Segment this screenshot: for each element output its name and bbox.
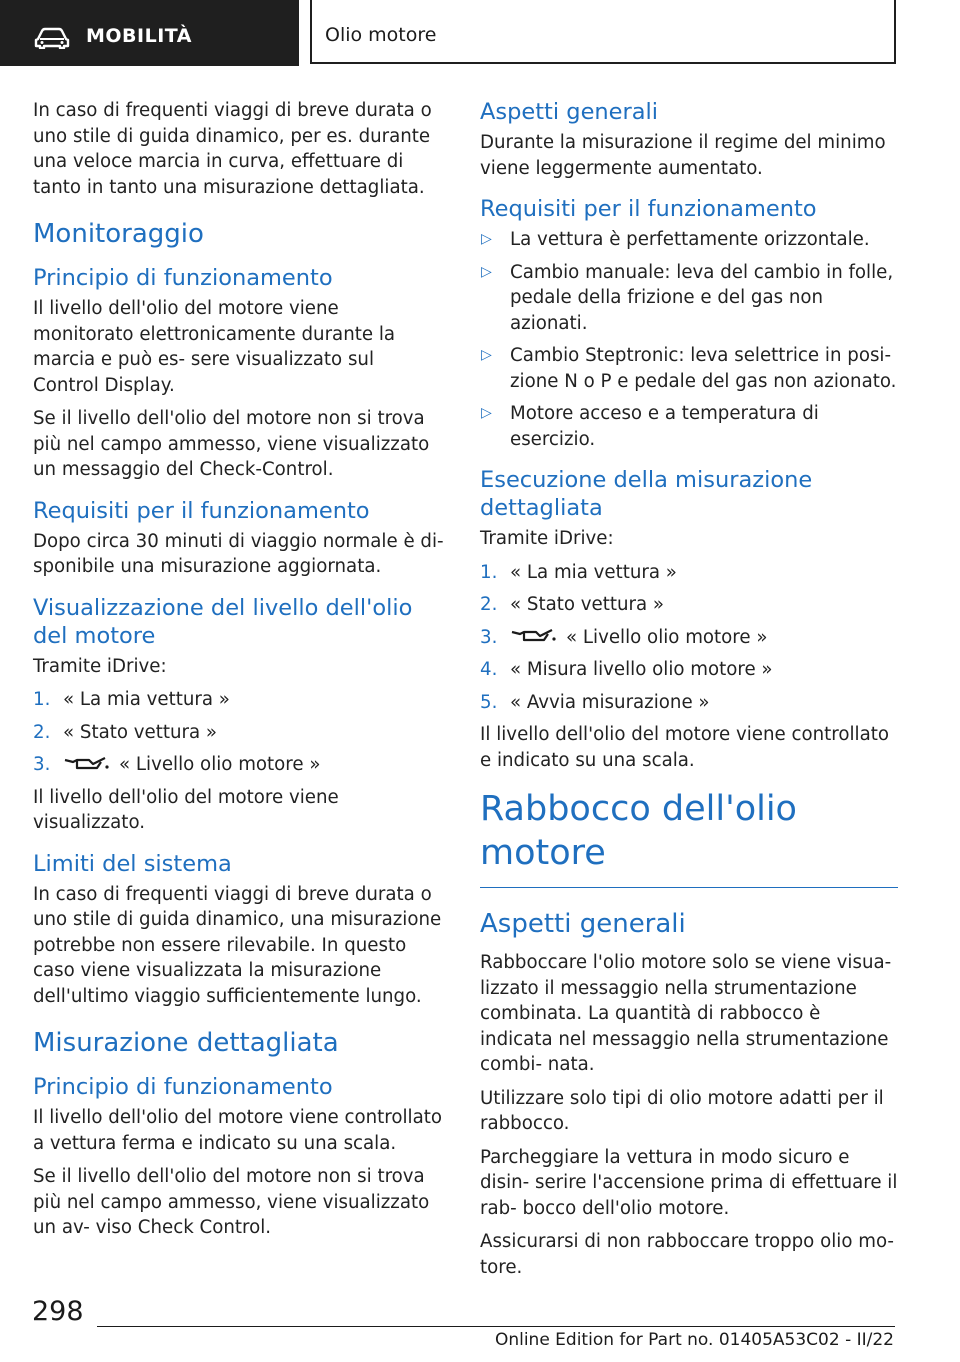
footer-divider xyxy=(97,1326,895,1327)
step-text: « Livello olio motore » xyxy=(119,754,321,775)
right-column xyxy=(480,98,898,1288)
paragraph: Il livello dell'olio del motore viene controllato a vettura ferma e indicato su una scala. xyxy=(33,1107,442,1154)
paragraph: Se il livello dell'olio del motore non si trova più nel campo ammesso, viene visualizzato un messaggio del Check-Control. xyxy=(33,408,430,480)
requirements-list xyxy=(480,227,898,452)
step-text: « Misura livello olio motore » xyxy=(510,659,773,680)
paragraph: Il livello dell'olio del motore viene controllato e indicato su una scala. xyxy=(480,724,889,771)
left-column xyxy=(33,98,445,1249)
list-item xyxy=(480,227,898,253)
paragraph: Rabboccare l'olio motore solo se viene visua- lizzato il messaggio nella strumentazione combinata. La quantità di rabbocco è indicata nel messaggio nella strumentazione combi- nata. xyxy=(480,952,892,1075)
step-text: « La mia vettura » xyxy=(510,561,677,583)
list-item xyxy=(480,560,898,586)
steps-list-visualizzazione xyxy=(33,687,445,778)
item-text: Motore acceso e a temperatura di esercizio. xyxy=(510,403,819,450)
list-item xyxy=(480,592,898,618)
heading-monitoraggio: Monitoraggio xyxy=(33,219,204,249)
heading-limiti: Limiti del sistema xyxy=(33,850,232,877)
paragraph: Parcheggiare la vettura in modo sicuro e disin- serire l'accensione prima di effettuare il rab- bocco dell'olio motore. xyxy=(480,1146,898,1219)
triangle-bullet-icon: ▷ xyxy=(481,231,492,247)
heading-aspetti-generali: Aspetti generali xyxy=(480,99,659,125)
step-number: 1. xyxy=(480,561,498,583)
section-tab xyxy=(0,0,299,66)
item-text: Cambio Steptronic: leva selettrice in posi- zione N o P e pedale del gas non azionato. xyxy=(510,345,897,392)
step-number: 5. xyxy=(480,691,498,713)
heading-esecuzione: Esecuzione della misurazione dettagliata xyxy=(480,467,813,521)
step-text: « Livello olio motore » xyxy=(566,626,768,648)
list-item xyxy=(480,343,898,394)
oil-can-icon xyxy=(510,627,556,645)
step-number: 3. xyxy=(33,754,51,775)
list-item xyxy=(480,657,898,683)
step-number: 2. xyxy=(480,594,498,615)
section-label: MOBILITÀ xyxy=(86,25,192,47)
heading-rabbocco: Rabbocco dell'olio motore xyxy=(480,787,898,888)
heading-requisiti: Requisiti per il funzionamento xyxy=(480,196,817,222)
paragraph: Assicurarsi di non rabboccare troppo olio mo- tore. xyxy=(480,1231,894,1278)
edition-label: Online Edition for Part no. 01405A53C02 - II/22 xyxy=(494,1330,894,1350)
heading-principio-monitoraggio: Principio di funzionamento xyxy=(33,265,333,291)
list-item xyxy=(480,625,898,651)
heading-visualizzazione: Visualizzazione del livello dell'olio del motore xyxy=(33,594,413,649)
paragraph: Il livello dell'olio del motore viene monitorato elettronicamente durante la marcia e può es- sere visualizzato sul Control Display. xyxy=(33,298,396,396)
triangle-bullet-icon: ▷ xyxy=(481,263,492,280)
chapter-tab xyxy=(310,0,896,64)
paragraph: Dopo circa 30 minuti di viaggio normale è di- sponibile una misurazione aggiornata. xyxy=(33,530,444,577)
paragraph: Durante la misurazione il regime del minimo viene leggermente aumentato. xyxy=(480,132,886,179)
page-number: 298 xyxy=(32,1296,84,1327)
heading-aspetti-rabbocco: Aspetti generali xyxy=(480,909,686,939)
step-text: « Avvia misurazione » xyxy=(510,691,710,713)
page-header xyxy=(0,0,960,66)
list-item xyxy=(33,752,445,778)
list-item xyxy=(480,401,898,452)
list-item xyxy=(33,687,445,713)
step-number: 3. xyxy=(480,626,498,648)
paragraph: Utilizzare solo tipi di olio motore adatti per il rabbocco. xyxy=(480,1087,884,1134)
step-number: 1. xyxy=(33,689,51,710)
chapter-label: Olio motore xyxy=(325,24,437,46)
oil-can-icon xyxy=(63,755,109,773)
paragraph: Tramite iDrive: xyxy=(480,528,614,549)
paragraph: Tramite iDrive: xyxy=(33,655,167,677)
step-text: « La mia vettura » xyxy=(63,689,230,710)
car-icon xyxy=(34,27,70,49)
item-text: La vettura è perfettamente orizzontale. xyxy=(510,229,870,250)
heading-misurazione-dettagliata: Misurazione dettagliata xyxy=(33,1028,339,1058)
step-text: « Stato vettura » xyxy=(510,594,665,615)
heading-principio-dettagliata: Principio di funzionamento xyxy=(33,1074,333,1100)
paragraph: Se il livello dell'olio del motore non si trova più nel campo ammesso, viene visualizzato un av- viso Check Control. xyxy=(33,1166,430,1238)
triangle-bullet-icon: ▷ xyxy=(481,347,492,363)
item-text: Cambio manuale: leva del cambio in folle, pedale della frizione e del gas non azionati. xyxy=(510,261,894,334)
heading-requisiti-monitoraggio: Requisiti per il funzionamento xyxy=(33,497,370,524)
intro-paragraph: In caso di frequenti viaggi di breve durata o uno stile di guida dinamico, per es. durante una veloce marcia in curva, effettuare di tanto in tanto una misurazione dettagliata. xyxy=(33,100,432,198)
step-number: 4. xyxy=(480,659,498,680)
paragraph: Il livello dell'olio del motore viene visualizzato. xyxy=(33,786,339,833)
step-number: 2. xyxy=(33,721,51,743)
list-item xyxy=(33,720,445,746)
triangle-bullet-icon: ▷ xyxy=(481,405,492,421)
paragraph: In caso di frequenti viaggi di breve durata o uno stile di guida dinamico, una misurazione potrebbe non essere rilevabile. In questo caso viene visualizzata la misurazione dell'ultimo viaggio sufficientemente lungo. xyxy=(33,883,442,1007)
step-text: « Stato vettura » xyxy=(63,721,218,743)
list-item xyxy=(480,690,898,716)
list-item xyxy=(480,260,898,337)
steps-list-esecuzione xyxy=(480,560,898,716)
